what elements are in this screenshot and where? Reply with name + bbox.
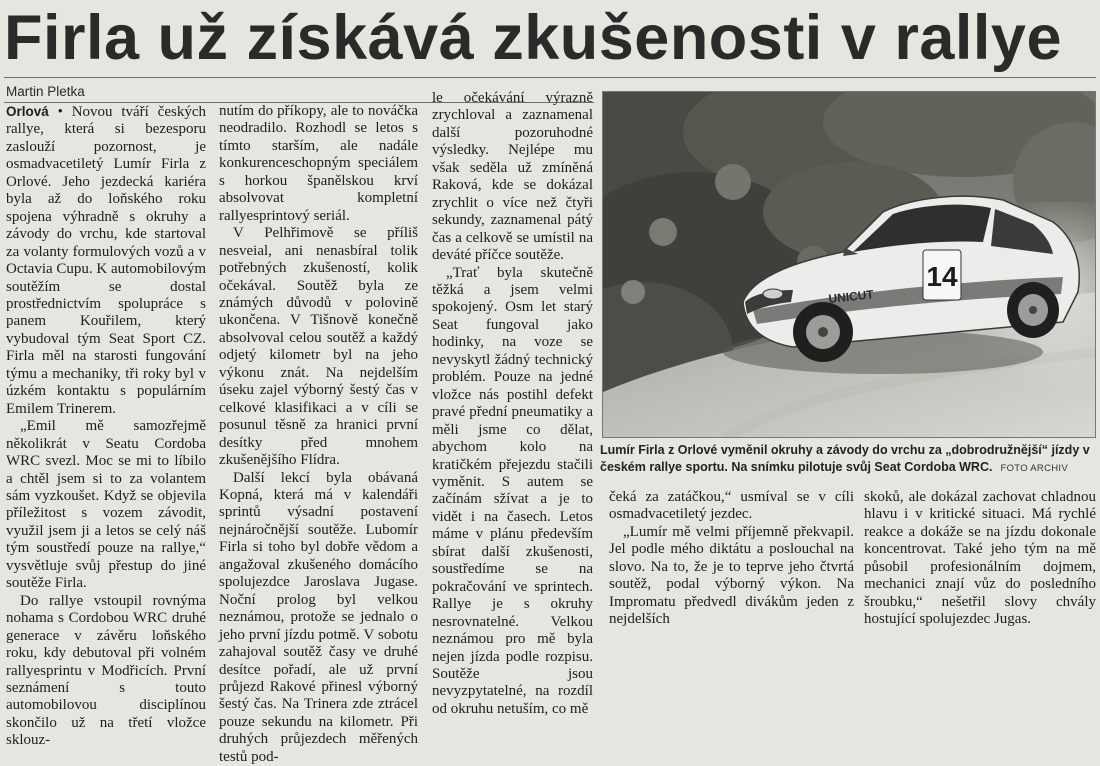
paragraph: „Emil mě samozřejmě několikrát v Seatu Cordoba WRC svezl. Moc se mi to líbilo a chtěl jsem si to za volantem sám vyzkoušet. Když se objevila příležitost s vozem závodit, využil jsem ji a letos se celý náš tým soustředí pouze na rallye,“ vysvětluje svůj přestup do jiné soutěže Firla. xyxy=(6,418,206,592)
headline: Firla už získává zkušenosti v rallye xyxy=(4,3,1062,73)
front-wheel xyxy=(793,302,853,362)
column-2 xyxy=(219,103,418,766)
rear-wheel xyxy=(1007,282,1059,338)
column-1 xyxy=(6,103,206,750)
dateline: Orlová xyxy=(6,104,49,119)
paragraph: Do rallye vstoupil rovnýma nohama s Cordobou WRC druhé generace v závěru loňského roku, kdy debutoval při volném rallyesprintu v Modřicích. První seznámení s touto automobilovou disciplínou skončilo už na třetí vložce sklouz- xyxy=(6,592,206,749)
photo-caption: Lumír Firla z Orlové vyměnil okruhy a závody do vrchu za „dobrodružnější“ jízdy v českém rallye sportu. Na snímku pilotuje svůj Seat Cordoba WRC. FOTO ARCHIV xyxy=(600,443,1090,474)
column-4 xyxy=(609,489,854,629)
paragraph: čeká za zatáčkou,“ usmíval se v cíli osmadvacetiletý jezdec. xyxy=(609,489,854,523)
photo-credit: FOTO ARCHIV xyxy=(1000,463,1068,474)
author-byline: Martin Pletka xyxy=(6,84,85,99)
column-3 xyxy=(432,90,593,718)
paragraph: skoků, ale dokázal zachovat chladnou hlavu i v kritické situaci. Má rychlé reakce a dokáže se na jízdu dokonale koncentrovat. Také jeho tým na mě působil profesionálním dojmem, mechanici znají vůz do posledního šroubku,“ nešetřil slovy chvály hostující spolujezdec Jugas. xyxy=(864,489,1096,628)
column-5 xyxy=(864,489,1096,629)
paragraph: nutím do příkopy, ale to nováčka neodradilo. Rozhodl se letos s tímto starším, ale nadále konkurenceschopným speciálem s horkou španělskou krví absolvovat kompletní rallyesprintový seriál. xyxy=(219,103,418,224)
paragraph: „Trať byla skutečně těžká a jsem velmi spokojený. Osm let starý Seat fungoval jako hodinky, na voze se nevyskytl žádný technický problém. Pouze na jedné vložce nás postihl defekt pravé přední pneumatiky a měli jsme co dělat, abychom kolo na kratičkém přejezdu stačili vyměnit. S autem se začínám sžívat a je to vidět i na časech. Letos máme v plánu především sbírat další zkušenosti, soustředíme se na pokračování ve sprintech. Rallye je s okruhy nesrovnatelné. Velkou neznámou pro mě byla nejen jízda podle rozpisu. Soutěže jsou nevyzpytatelné, na rozdíl od okruhu netuším, co mě xyxy=(432,264,593,717)
paragraph: V Pelhřimově se příliš nesveial, ani nenasbíral tolik potřebných zkušeností, kolik očekával. Soutěž byla ze známých důvodů v polovině ukončena. V Tišnově konečně absolvoval celou soutěž a každý odjetý kilometr byl na jeho výkonu znát. Na nejdelším úseku zajel výborný šestý čas v celkové klasifikaci a v cíli se posunul těsně za hranici první desítky před mnohem zkušenějšího Flídra. xyxy=(219,225,418,469)
rally-car-illustration xyxy=(603,92,1096,438)
car-number: 14 xyxy=(926,261,958,292)
rally-photo xyxy=(602,91,1096,438)
paragraph-lead: Orlová • Novou tváří českých rallye, která si bezesporu zaslouží pozornost, je osmadvacetiletý Lumír Firla z Orlové. Jeho jezdecká kariéra byla až do loňského roku spojena výhradně s okruhy a závody do vrchu, kde startoval za volanty formulových vozů a v Octavia Cupu. K automobilovým soutěžím se dostal prostřednictvím spolupráce s panem Kouřilem, který vybudoval tým Seat Sport CZ. Firla měl na starosti fungování týmu a mechaniky, tři roky byl v úzkém kontaktu s populárním Emilem Trinerem. xyxy=(6,104,206,417)
top-rule xyxy=(4,77,1096,78)
car-sponsor: UNICUT xyxy=(827,287,875,306)
paragraph: le očekávání výrazně zrychloval a zaznamenal další pozoruhodné výsledky. Nejlépe mu však seděla už zmíněná Raková, kde se dokázal zrychlit o více než čtyři sekundy, zaznamenal pátý čas a celkově se umístil na deváté příčce soutěže. xyxy=(432,90,593,264)
paragraph: Další lekcí byla obávaná Kopná, která má v kalendáři sprintů výsadní postavení nejnáročnější soutěže. Lubomír Firla si toho byl dobře vědom a angažoval zkušeného domácího spolujezdce Jaroslava Jugase. Noční prolog byl velkou neznámou, protože se jednalo o jeho první jízdu potmě. V sobotu zahajoval soutěž časy ve druhé desítce pořadí, ale už první průjezd Rakové přinesl výborný šestý čas. Na Trinera zde ztrácel pouze sekundu na kilometr. Při druhých průjezdech měřených testů pod- xyxy=(219,469,418,765)
paragraph: „Lumír mě velmi příjemně překvapil. Jel podle mého diktátu a poslouchal na slovo. Na to, že je to teprve jeho čtvrtá soutěž, podal výborný výkon. Na Impromatu předvedl divákům jeden z nejdelších xyxy=(609,523,854,628)
